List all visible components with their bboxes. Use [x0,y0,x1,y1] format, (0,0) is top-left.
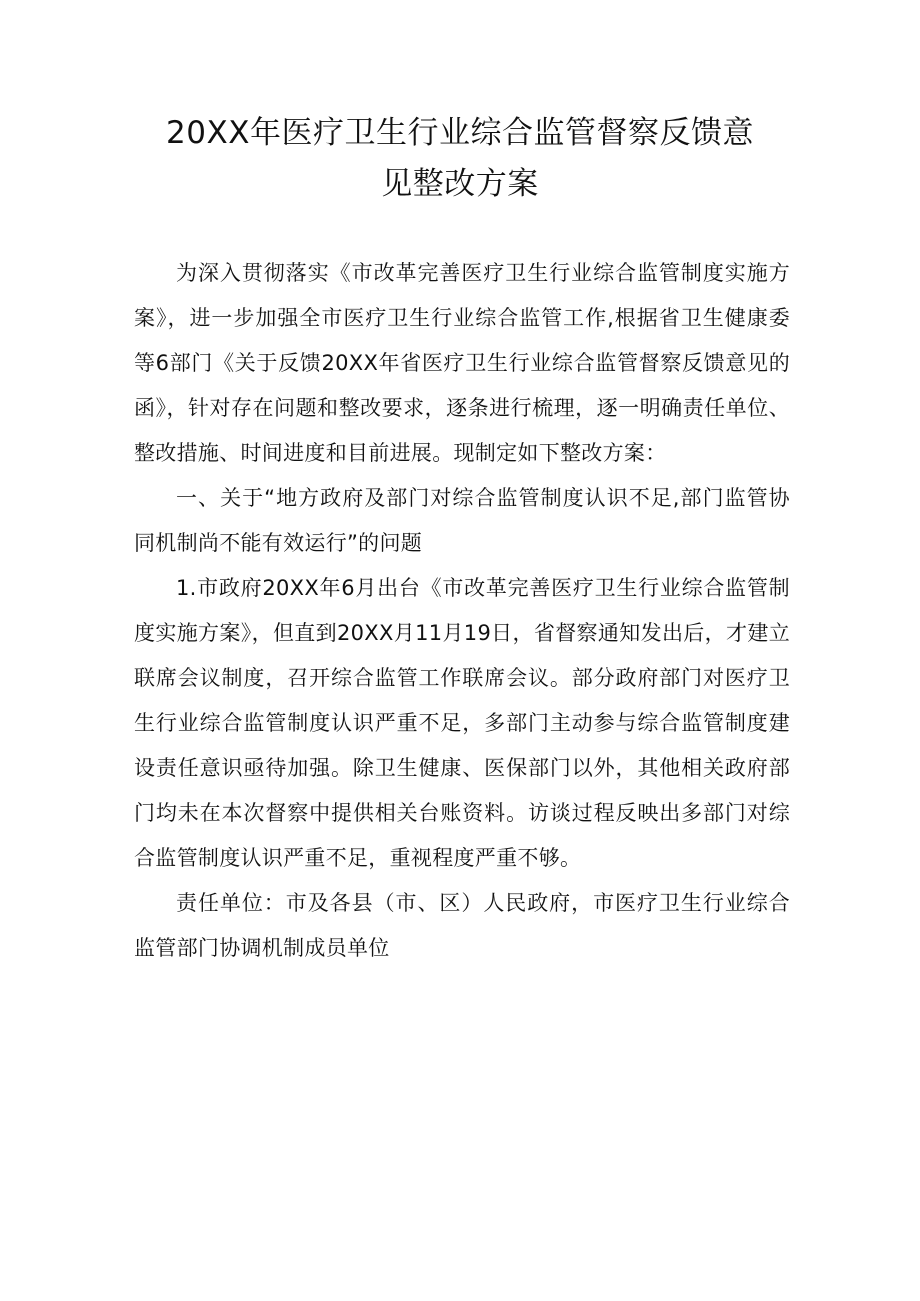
section-heading-1: 一、关于“地方政府及部门对综合监管制度认识不足,部门监管协同机制尚不能有效运行”的问题 [134,486,790,555]
document-title [120,108,800,210]
title-line-2: 见整改方案 [381,166,539,202]
responsible-unit-paragraph: 责任单位：市及各县（市、区）人民政府，市医疗卫生行业综合监管部门协调机制成员单位 [134,891,790,960]
intro-paragraph: 为深入贯彻落实《市改革完善医疗卫生行业综合监管制度实施方案》，进一步加强全市医疗卫生行业综合监管工作,根据省卫生健康委等6部门《关于反馈20XX年省医疗卫生行业综合监管督察反馈意见的函》，针对存在问题和整改要求，逐条进行梳理，逐一明确责任单位、整改措施、时间进度和目前进展。现制定如下整改方案： [134,261,790,465]
title-line-1: 20XX年医疗卫生行业综合监管督察反馈意 [166,115,754,151]
document-body [134,251,790,971]
item-paragraph-1: 1.市政府20XX年6月出台《市改革完善医疗卫生行业综合监管制度实施方案》，但直到20XX月11月19日，省督察通知发出后，才建立联席会议制度，召开综合监管工作联席会议。部分政府部门对医疗卫生行业综合监管制度认识严重不足，多部门主动参与综合监管制度建设责任意识亟待加强。除卫生健康、医保部门以外，其他相关政府部门均未在本次督察中提供相关台账资料。访谈过程反映出多部门对综合监管制度认识严重不足，重视程度严重不够。 [134,576,790,870]
